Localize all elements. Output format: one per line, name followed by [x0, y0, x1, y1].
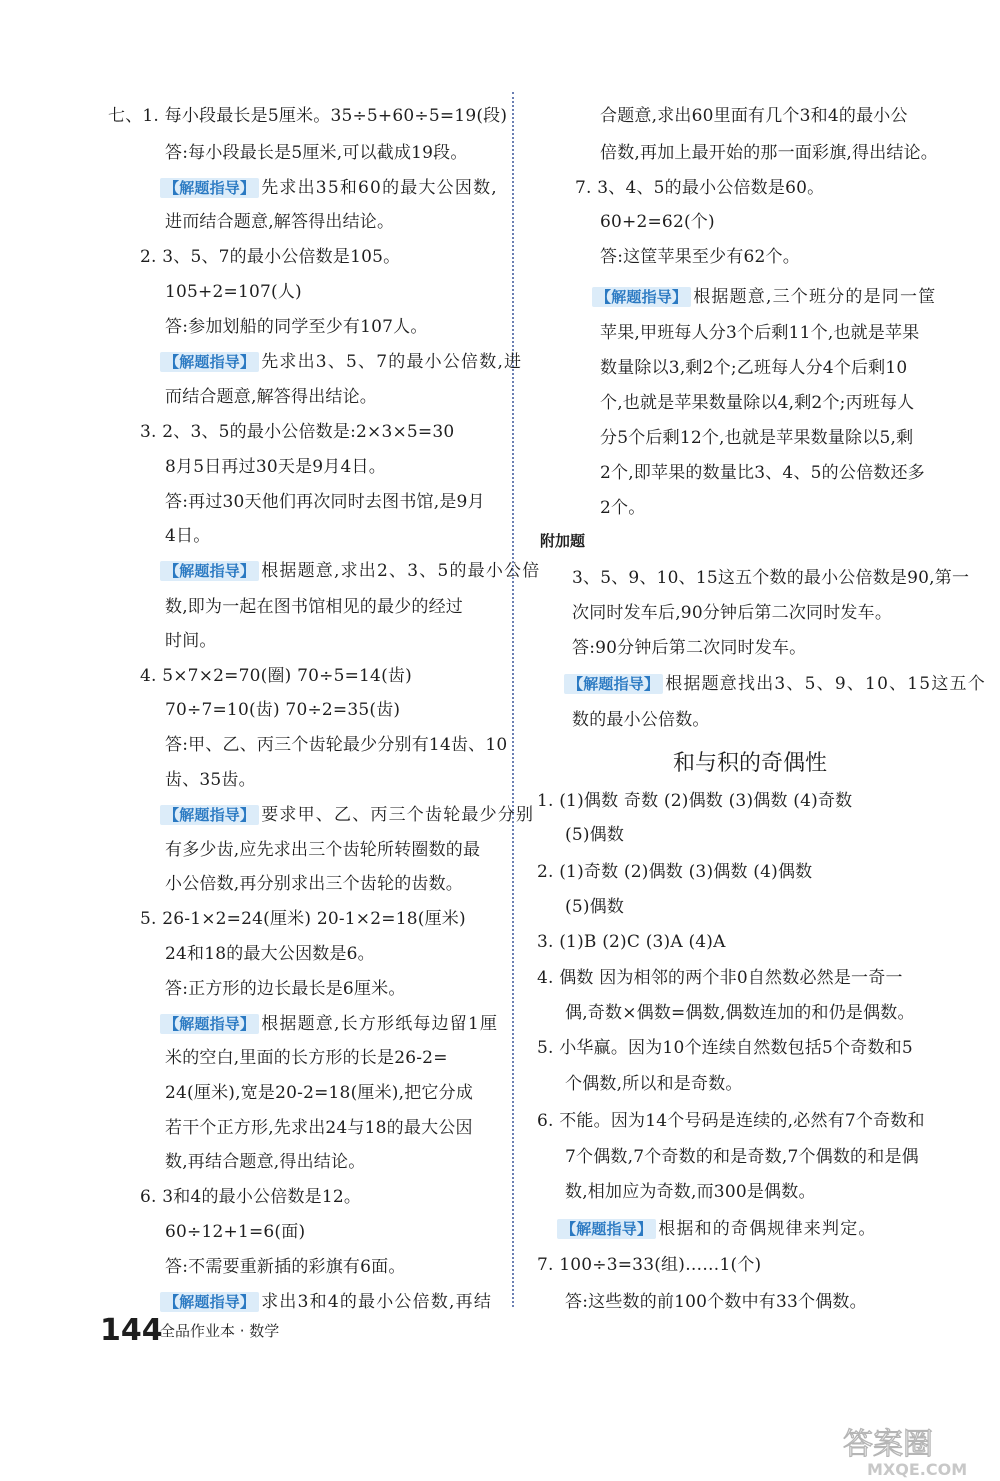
text-line: 而结合题意,解答得出结论。 [165, 387, 378, 407]
text-line: 有多少齿,应先求出三个齿轮所转圈数的最 [165, 840, 481, 860]
text-line: 合题意,求出60里面有几个3和4的最小公 [600, 106, 908, 126]
text-line: 1. (1)偶数 奇数 (2)偶数 (3)偶数 (4)奇数 [537, 791, 853, 811]
text-line: 3. (1)B (2)C (3)A (4)A [537, 932, 726, 952]
text-line: (5)偶数 [565, 825, 625, 845]
text-line: 6. 3和4的最小公倍数是12。 [140, 1187, 362, 1207]
text-line: 24(厘米),宽是20-2=18(厘米),把它分成 [165, 1083, 474, 1103]
text-line: 数量除以3,剩2个;乙班每人分4个后剩10 [600, 358, 908, 378]
text-line: 60÷12+1=6(面) [165, 1222, 306, 1242]
text-line: 偶,奇数×偶数=偶数,偶数连加的和仍是偶数。 [565, 1003, 915, 1023]
text-line: 答:甲、乙、丙三个齿轮最少分别有14齿、10 [165, 735, 508, 755]
book-title: 全品作业本 · 数学 [160, 1322, 280, 1340]
tip-text: 先求出3、5、7的最小公倍数,进 [261, 352, 523, 372]
text-line: 答:再过30天他们再次同时去图书馆,是9月 [165, 492, 485, 512]
text-line: 米的空白,里面的长方形的长是26-2= [165, 1048, 448, 1068]
text-line: 24和18的最大公因数是6。 [165, 944, 375, 964]
text-line: 次同时发车后,90分钟后第二次同时发车。 [572, 603, 893, 623]
text-line: 时间。 [165, 631, 217, 651]
tip-text: 根据题意,求出2、3、5的最小公倍 [261, 561, 541, 581]
text-line [564, 672, 986, 696]
watermark-top: 答案圈 [843, 1427, 933, 1462]
text-line: 2. 3、5、7的最小公倍数是105。 [140, 247, 401, 267]
text-line: 7. 100÷3=33(组)……1(个) [537, 1255, 762, 1275]
text-line: 3. 2、3、5的最小公倍数是:2×3×5=30 [140, 422, 455, 442]
tip-text: 求出3和4的最小公倍数,再结 [261, 1292, 493, 1312]
text-line: 105+2=107(人) [165, 282, 302, 302]
text-line: 数,即为一起在图书馆相见的最少的经过 [165, 597, 464, 617]
page-number: 144 [100, 1313, 163, 1348]
text-line [160, 1012, 498, 1036]
text-line: 答:90分钟后第二次同时发车。 [572, 638, 807, 658]
text-line: 个,也就是苹果数量除以4,剩2个;丙班每人 [600, 393, 915, 413]
tip-label: 【解题指导】 [160, 561, 259, 581]
text-line: 2个,即苹果的数量比3、4、5的公倍数还多 [600, 463, 925, 483]
text-line: 苹果,甲班每人分3个后剩11个,也就是苹果 [600, 323, 920, 343]
tip-text: 根据题意,长方形纸每边留1厘 [261, 1014, 499, 1034]
tip-label: 【解题指导】 [160, 1014, 259, 1034]
column-divider [512, 92, 514, 1307]
text-line: 七、1. 每小段最长是5厘米。35÷5+60÷5=19(段) [108, 106, 508, 126]
text-line: 数,再结合题意,得出结论。 [165, 1152, 366, 1172]
text-line [557, 1217, 877, 1241]
text-line: 进而结合题意,解答得出结论。 [165, 212, 395, 232]
text-line [160, 559, 540, 583]
text-line: 60+2=62(个) [600, 212, 715, 232]
text-line: 数,相加应为奇数,而300是偶数。 [565, 1182, 816, 1202]
text-line: 个偶数,所以和是奇数。 [565, 1074, 743, 1094]
text-line: 答:每小段最长是5厘米,可以截成19段。 [165, 143, 468, 163]
text-line [160, 1290, 492, 1314]
text-line [592, 285, 936, 309]
text-line: 6. 不能。因为14个号码是连续的,必然有7个奇数和 [537, 1111, 925, 1131]
text-line [160, 803, 534, 827]
text-line: 5. 小华赢。因为10个连续自然数包括5个奇数和5 [537, 1038, 913, 1058]
text-line: 齿、35齿。 [165, 770, 256, 790]
text-line: 答:这些数的前100个数中有33个偶数。 [565, 1292, 867, 1312]
watermark-logo [835, 1418, 995, 1478]
text-line: 若干个正方形,先求出24与18的最大公因 [165, 1118, 473, 1138]
tip-label: 【解题指导】 [592, 287, 691, 307]
text-line: 4日。 [165, 526, 211, 546]
text-line: 70÷7=10(齿) 70÷2=35(齿) [165, 700, 401, 720]
text-line: 小公倍数,再分别求出三个齿轮的齿数。 [165, 874, 464, 894]
tip-label: 【解题指导】 [557, 1219, 656, 1239]
text-line [160, 350, 522, 374]
text-line: 数的最小公倍数。 [572, 710, 710, 730]
text-line: 倍数,再加上最开始的那一面彩旗,得出结论。 [600, 143, 939, 163]
tip-text: 先求出35和60的最大公因数, [261, 178, 498, 198]
tip-label: 【解题指导】 [160, 805, 259, 825]
tip-label: 【解题指导】 [160, 1292, 259, 1312]
text-line: (5)偶数 [565, 897, 625, 917]
tip-text: 根据题意找出3、5、9、10、15这五个 [665, 674, 986, 694]
tip-label: 【解题指导】 [160, 352, 259, 372]
text-line: 分5个后剩12个,也就是苹果数量除以5,剩 [600, 428, 914, 448]
text-line: 5. 26-1×2=24(厘米) 20-1×2=18(厘米) [140, 909, 466, 929]
text-line [160, 176, 498, 200]
text-line: 2. (1)奇数 (2)偶数 (3)偶数 (4)偶数 [537, 862, 813, 882]
text-line: 答:参加划船的同学至少有107人。 [165, 317, 428, 337]
tip-text: 根据题意,三个班分的是同一筐 [693, 287, 937, 307]
text-line: 8月5日再过30天是9月4日。 [165, 457, 386, 477]
text-line: 7. 3、4、5的最小公倍数是60。 [575, 178, 825, 198]
text-line: 3、5、9、10、15这五个数的最小公倍数是90,第一 [572, 568, 970, 588]
bonus-heading: 附加题 [540, 532, 586, 550]
tip-label: 【解题指导】 [564, 674, 663, 694]
text-line: 2个。 [600, 498, 646, 518]
watermark-bottom: MXQE.COM [867, 1460, 968, 1478]
text-line: 答:正方形的边长最长是6厘米。 [165, 979, 406, 999]
text-line: 答:不需要重新插的彩旗有6面。 [165, 1257, 406, 1277]
tip-text: 要求甲、乙、丙三个齿轮最少分别 [261, 805, 535, 825]
tip-text: 根据和的奇偶规律来判定。 [658, 1219, 877, 1239]
text-line: 答:这筐苹果至少有62个。 [600, 247, 800, 267]
text-line: 7个偶数,7个奇数的和是奇数,7个偶数的和是偶 [565, 1147, 919, 1167]
section-title: 和与积的奇偶性 [672, 751, 827, 776]
tip-label: 【解题指导】 [160, 178, 259, 198]
text-line: 4. 偶数 因为相邻的两个非0自然数必然是一奇一 [537, 968, 903, 988]
text-line: 4. 5×7×2=70(圈) 70÷5=14(齿) [140, 666, 412, 686]
